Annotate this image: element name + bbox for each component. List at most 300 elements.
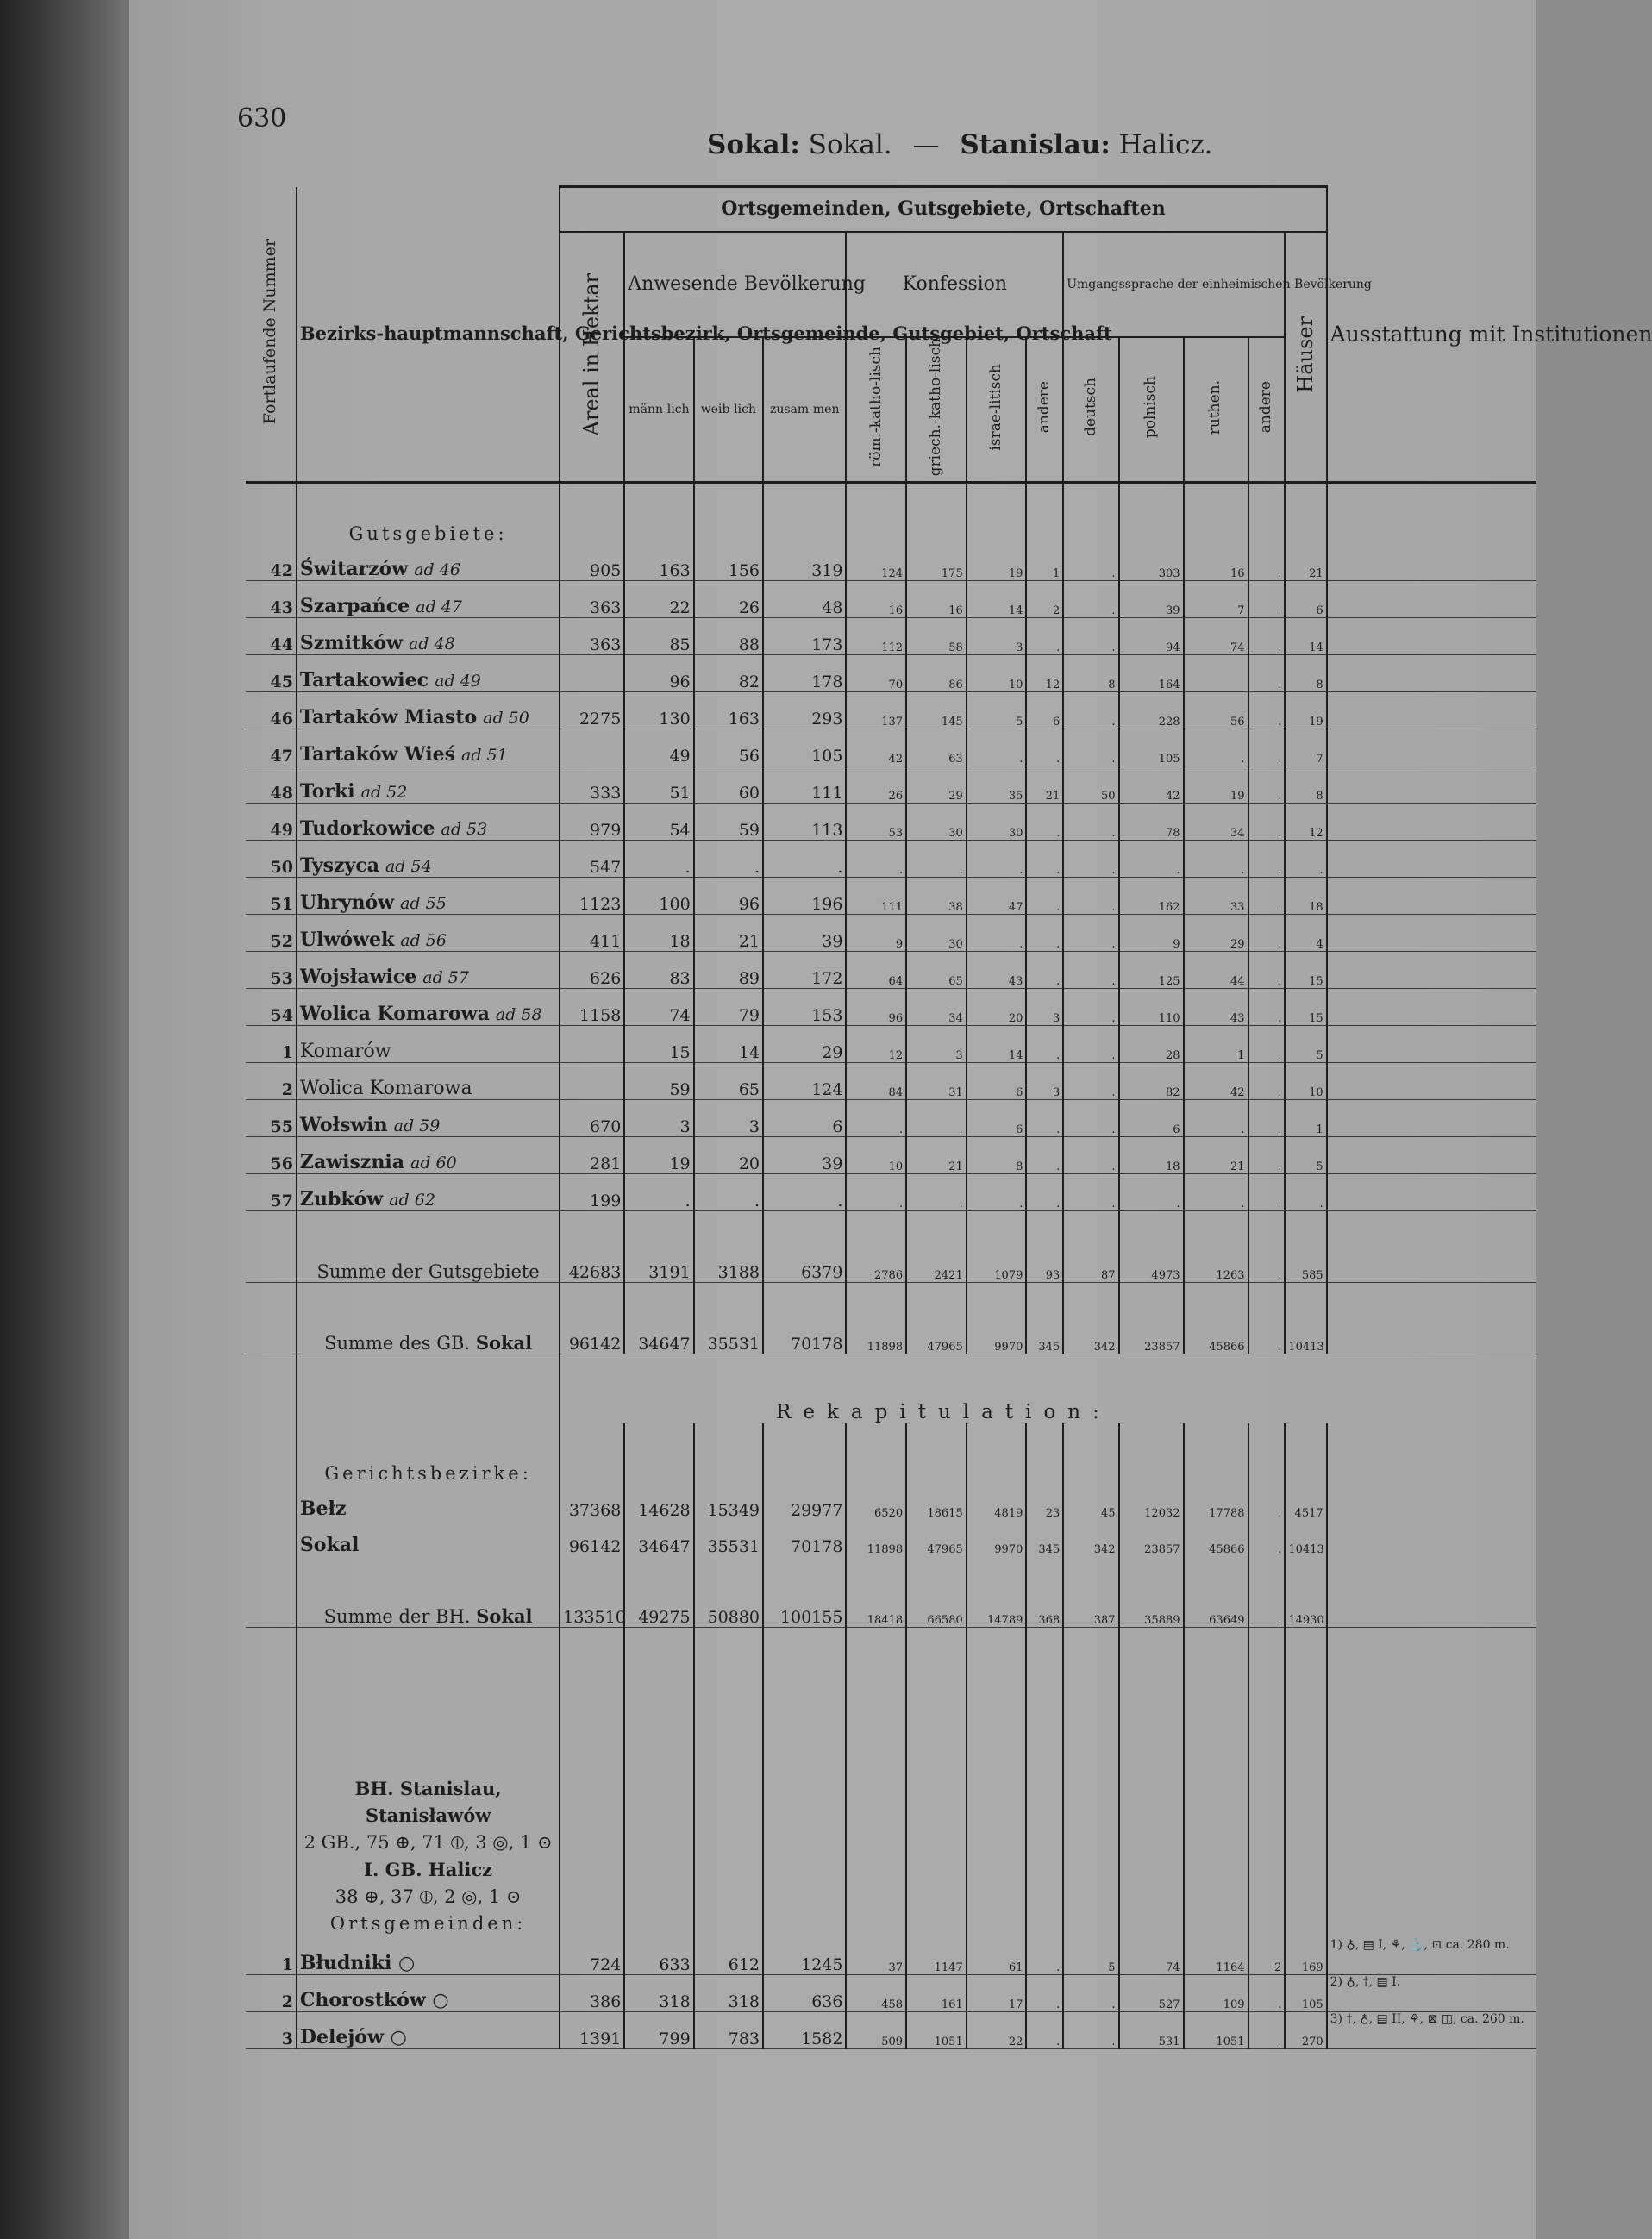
row-name-text: Delejów ○ [299,2025,407,2048]
cell-gk: 47965 [906,1520,967,1556]
cell-pol: 531 [1119,2011,1184,2048]
table-row [246,1173,1536,1210]
cell-pol: 4973 [1119,1246,1184,1283]
cell-z: 1582 [763,2011,846,2048]
row-name [297,617,560,654]
cell-pol: 228 [1119,691,1184,729]
cell-isr: 20 [967,988,1027,1025]
col-header-nr: Fortlaufende Nummer [246,187,297,483]
cell-z: 293 [763,691,846,729]
cell-and1: 3 [1026,988,1063,1025]
table-row [246,1099,1536,1136]
cell-areal [560,1025,624,1062]
row-number: 2 [246,1062,297,1099]
rekap-name [297,1484,560,1520]
cell-pol: 74 [1119,1938,1184,1975]
cell-deu: . [1063,914,1118,951]
cell-w: 60 [694,766,763,803]
cell-gk: 3 [906,1025,967,1062]
col-header-andere-sprache: andere [1248,337,1286,482]
bh-gb: I. GB. Halicz [364,1859,493,1881]
cell-deu: 387 [1063,1591,1118,1628]
row-ad-ref: ad 47 [416,597,462,616]
cell-pol: 94 [1119,617,1184,654]
cell-gk: 63 [906,729,967,766]
col-header-israel: israe-litisch [967,337,1027,482]
row-ad-ref: ad 59 [393,1116,441,1135]
cell-isr: 61 [967,1938,1027,1975]
cell-m: 59 [624,1062,693,1099]
cell-areal [560,729,624,766]
cell-areal: 979 [560,803,624,840]
cell-isr: . [967,729,1027,766]
row-name [297,1136,560,1173]
cell-gk: 16 [906,580,967,617]
cell-z: . [763,840,846,877]
row-ad-ref: ad 51 [461,745,508,765]
cell-areal: 411 [560,914,624,951]
row-ad-ref: ad 53 [441,819,488,839]
row-name [297,1173,560,1210]
cell-pol: 6 [1119,1099,1184,1136]
rekap-title: Rekapitulation: [776,1400,1111,1423]
cell-rk: 137 [846,691,906,729]
cell-z: 153 [763,988,846,1025]
row-number: 50 [246,840,297,877]
cell-isr: 9970 [967,1520,1027,1556]
cell-w: 59 [694,803,763,840]
cell-rut: . [1184,1173,1248,1210]
row-number: 57 [246,1173,297,1210]
cell-z: 172 [763,951,846,988]
row-name-text: Komarów [299,1040,391,1062]
row-ad-ref: ad 62 [389,1190,435,1210]
cell-z: 70178 [763,1317,846,1354]
cell-pol: . [1119,840,1184,877]
cell-areal: 363 [560,617,624,654]
cell-h: 10413 [1285,1520,1326,1556]
cell-and2: . [1248,1246,1286,1283]
row-ad-ref: ad 55 [400,893,447,913]
row-name [297,877,560,914]
cell-deu: 45 [1063,1484,1118,1520]
cell-areal [560,654,624,691]
row-name [297,1025,560,1062]
cell-h: 10 [1285,1062,1326,1099]
row-name-text: Ulwówek [299,928,395,951]
cell-pol: . [1119,1173,1184,1210]
cell-rk: . [846,840,906,877]
cell-h: . [1285,840,1326,877]
cell-gk: 66580 [906,1591,967,1628]
cell-z: 113 [763,803,846,840]
cell-and2: . [1248,691,1286,729]
cell-and2: . [1248,766,1286,803]
cell-rk: 458 [846,1974,906,2011]
cell-isr: 3 [967,617,1027,654]
cell-z: 39 [763,914,846,951]
cell-m: 34647 [624,1317,693,1354]
row-number: 51 [246,877,297,914]
cell-h: 15 [1285,951,1326,988]
cell-areal: 1391 [560,2011,624,2048]
cell-and1: 93 [1026,1246,1063,1283]
cell-rut: . [1184,840,1248,877]
cell-deu: 342 [1063,1317,1118,1354]
summary-label-text: Summe der Gutsgebiete [316,1260,540,1282]
cell-and2: . [1248,1317,1286,1354]
col-header-andere-konf: andere [1026,337,1063,482]
cell-areal: 670 [560,1099,624,1136]
cell-pol: 28 [1119,1025,1184,1062]
cell-pol: 110 [1119,988,1184,1025]
table-row [246,691,1536,729]
cell-rut: . [1184,729,1248,766]
cell-rut: 34 [1184,803,1248,840]
row-ad-ref: ad 48 [408,634,455,654]
row-ad-ref: ad 52 [360,782,408,802]
row-number: 2 [246,1974,297,2011]
cell-rut: 7 [1184,580,1248,617]
cell-deu: . [1063,691,1118,729]
cell-areal: 333 [560,766,624,803]
cell-and2: . [1248,951,1286,988]
cell-h: 21 [1285,544,1326,581]
cell-rut: 44 [1184,951,1248,988]
cell-pol: 527 [1119,1974,1184,2011]
cell-m: 318 [624,1974,693,2011]
cell-and2: 2 [1248,1938,1286,1975]
summary-row [246,1591,1536,1628]
cell-gk: . [906,1173,967,1210]
cell-pol: 18 [1119,1136,1184,1173]
cell-and2: . [1248,840,1286,877]
row-name-text: Tartaków Wieś [299,742,456,766]
cell-areal: 2275 [560,691,624,729]
cell-rut: 1051 [1184,2011,1248,2048]
rekap-name [297,1520,560,1556]
cell-and2: . [1248,2011,1286,2048]
cell-areal: 199 [560,1173,624,1210]
row-name-text: Szmitków [299,631,403,654]
statistics-table [246,185,1652,2049]
cell-m: 51 [624,766,693,803]
cell-isr: . [967,840,1027,877]
row-name-text: Wołswin [299,1113,388,1136]
cell-rut [1184,654,1248,691]
row-number: 46 [246,691,297,729]
cell-pol: 9 [1119,914,1184,951]
cell-m: 19 [624,1136,693,1173]
cell-rk: 11898 [846,1520,906,1556]
row-name [297,914,560,951]
col-header-ausstattung: Ausstattung mit Institutionen [1327,187,1536,483]
cell-and2: . [1248,1025,1286,1062]
rekap-name-text: Bełz [299,1497,347,1520]
cell-deu: . [1063,1974,1118,2011]
row-ad-ref: ad 50 [483,708,529,728]
row-number: 52 [246,914,297,951]
cell-isr: . [967,1173,1027,1210]
cell-and2: . [1248,1974,1286,2011]
col-header-deutsch: deutsch [1063,337,1118,482]
cell-and1: 3 [1026,1062,1063,1099]
cell-rk: 18418 [846,1591,906,1628]
cell-areal: 905 [560,544,624,581]
cell-rut: 29 [1184,914,1248,951]
cell-gk: 38 [906,877,967,914]
row-name-text: Wolica Komarowa [299,1077,472,1099]
gerichtsbezirke-label: Gerichtsbezirke: [297,1423,560,1484]
spacer-row [246,1627,1536,1723]
cell-rk: 64 [846,951,906,988]
cell-w: 89 [694,951,763,988]
cell-and1: . [1026,729,1063,766]
cell-pol: 164 [1119,654,1184,691]
running-head-court-2: Halicz. [1118,129,1213,160]
cell-gk: 21 [906,1136,967,1173]
cell-and2: . [1248,1136,1286,1173]
cell-z: 6379 [763,1246,846,1283]
row-name [297,654,560,691]
cell-pol: 82 [1119,1062,1184,1099]
cell-h: 4517 [1285,1484,1326,1520]
cell-h: 1 [1285,1099,1326,1136]
cell-deu: . [1063,2011,1118,2048]
row-name-text: Tartakowiec [299,668,429,691]
cell-h: 15 [1285,988,1326,1025]
cell-deu: . [1063,544,1118,581]
cell-rk: 53 [846,803,906,840]
summary-label-text: Summe des GB. [324,1332,471,1354]
cell-w: 35531 [694,1317,763,1354]
row-number: 53 [246,951,297,988]
cell-deu: 342 [1063,1520,1118,1556]
summary-label [297,1317,560,1354]
spacer-row [246,1282,1536,1317]
cell-w: . [694,1173,763,1210]
cell-and2: . [1248,580,1286,617]
table-row [246,914,1536,951]
cell-z: 124 [763,1062,846,1099]
cell-m: 3191 [624,1246,693,1283]
cell-isr: 6 [967,1062,1027,1099]
row-number: 43 [246,580,297,617]
cell-rk: 112 [846,617,906,654]
table-row [246,2011,1536,2048]
row-ad-ref: ad 58 [495,1004,542,1024]
cell-pol: 162 [1119,877,1184,914]
cell-z: 636 [763,1974,846,2011]
row-name-text: Wojsławice [299,965,417,988]
cell-areal: 96142 [560,1520,624,1556]
row-name [297,1062,560,1099]
cell-h: 12 [1285,803,1326,840]
running-head-court: Sokal. [808,129,892,160]
cell-rut: 1164 [1184,1938,1248,1975]
cell-and2: . [1248,544,1286,581]
cell-and2: . [1248,803,1286,840]
row-name-text: Tyszyca [299,854,379,877]
row-number: 42 [246,544,297,581]
cell-and2: . [1248,1173,1286,1210]
cell-w: 3 [694,1099,763,1136]
row-name-text: Wolica Komarowa [299,1002,490,1025]
cell-m: . [624,1173,693,1210]
cell-and1: 2 [1026,580,1063,617]
row-name [297,988,560,1025]
table-row [246,803,1536,840]
row-number: 48 [246,766,297,803]
row-ad-ref: ad 56 [400,930,447,950]
cell-isr: 35 [967,766,1027,803]
cell-areal: 1123 [560,877,624,914]
cell-isr: 8 [967,1136,1027,1173]
row-ad-ref: ad 57 [422,967,469,987]
cell-rut: 1 [1184,1025,1248,1062]
cell-m: . [624,840,693,877]
cell-h: 4 [1285,914,1326,951]
cell-pol: 105 [1119,729,1184,766]
row-name-text: Świtarzów [299,557,409,580]
cell-gk: 29 [906,766,967,803]
table-row [246,729,1536,766]
cell-areal: 96142 [560,1317,624,1354]
cell-isr: 10 [967,654,1027,691]
row-name-text: Błudniki ○ [299,1951,416,1974]
cell-rut: . [1184,1099,1248,1136]
cell-rut: 21 [1184,1136,1248,1173]
col-header-zusammen: zusam-men [763,337,846,482]
cell-w: 318 [694,1974,763,2011]
cell-w: 163 [694,691,763,729]
cell-z: 29 [763,1025,846,1062]
cell-areal: 547 [560,840,624,877]
bh-line1: 2 GB., 75 ⊕, 71 ⦶, 3 ◎, 1 ⊙ [303,1831,553,1853]
cell-m: 34647 [624,1520,693,1556]
cell-gk: 161 [906,1974,967,2011]
row-ad-ref: ad 49 [435,671,481,691]
cell-deu: . [1063,1136,1118,1173]
running-head [707,129,1213,160]
cell-and1: 1 [1026,544,1063,581]
table-row [246,1025,1536,1062]
cell-h: 5 [1285,1025,1326,1062]
cell-m: 49 [624,729,693,766]
cell-and1: . [1026,1099,1063,1136]
cell-isr: 14 [967,1025,1027,1062]
table-row [246,654,1536,691]
bh-block [297,1723,560,1938]
page-number: 630 [237,103,287,134]
cell-m: 85 [624,617,693,654]
cell-m: 96 [624,654,693,691]
col-header-weiblich: weib-lich [694,337,763,482]
cell-rk: 70 [846,654,906,691]
cell-m: 15 [624,1025,693,1062]
cell-and1: . [1026,951,1063,988]
cell-h: 14 [1285,617,1326,654]
cell-rut: 45866 [1184,1520,1248,1556]
cell-gk: 30 [906,803,967,840]
cell-m: 49275 [624,1591,693,1628]
cell-gk: . [906,1099,967,1136]
cell-z: 111 [763,766,846,803]
section-label-gutsgebiete: Gutsgebiete: [297,482,560,544]
cell-and1: . [1026,803,1063,840]
cell-w: 14 [694,1025,763,1062]
cell-gk: 65 [906,951,967,988]
cell-and1: 6 [1026,691,1063,729]
summary-label-bold: Sokal [476,1604,533,1627]
row-name [297,691,560,729]
row-number: 56 [246,1136,297,1173]
cell-deu: 5 [1063,1938,1118,1975]
running-head-district-2: Stanislau: [960,129,1111,160]
cell-areal: 281 [560,1136,624,1173]
row-name [297,803,560,840]
cell-rk: 42 [846,729,906,766]
cell-deu: . [1063,988,1118,1025]
cell-areal: 133510 [560,1591,624,1628]
cell-rk: 124 [846,544,906,581]
cell-rk: 509 [846,2011,906,2048]
cell-pol: 12032 [1119,1484,1184,1520]
cell-isr: 4819 [967,1484,1027,1520]
table-row [246,840,1536,877]
bh-title: BH. Stanislau, Stanisławów [354,1777,502,1827]
cell-w: 21 [694,914,763,951]
col-header-maennlich: männ-lich [624,337,693,482]
row-number: 45 [246,654,297,691]
table-row [246,766,1536,803]
cell-and1: 21 [1026,766,1063,803]
running-head-district: Sokal: [707,129,800,160]
cell-z: . [763,1173,846,1210]
rekap-title-row [246,1354,1536,1423]
row-number: 1 [246,1025,297,1062]
cell-z: 105 [763,729,846,766]
row-name [297,840,560,877]
cell-m: 14628 [624,1484,693,1520]
cell-isr: 6 [967,1099,1027,1136]
cell-rut: 56 [1184,691,1248,729]
cell-w: 612 [694,1938,763,1975]
cell-z: 29977 [763,1484,846,1520]
cell-gk: 1147 [906,1938,967,1975]
cell-h: 19 [1285,691,1326,729]
cell-h: 8 [1285,766,1326,803]
cell-areal: 724 [560,1938,624,1975]
cell-and1: . [1026,877,1063,914]
cell-areal [560,1062,624,1099]
row-ad-ref: ad 60 [410,1153,457,1173]
cell-pol: 39 [1119,580,1184,617]
cell-pol: 303 [1119,544,1184,581]
row-name [297,580,560,617]
cell-z: 1245 [763,1938,846,1975]
cell-isr: 5 [967,691,1027,729]
cell-isr: 9970 [967,1317,1027,1354]
cell-w: . [694,840,763,877]
summary-row [246,1246,1536,1283]
cell-and1: 345 [1026,1520,1063,1556]
summary-row [246,1317,1536,1354]
col-header-anwesende: Anwesende Bevölkerung [624,232,846,337]
cell-rk: 26 [846,766,906,803]
spacer-row [246,1556,1536,1591]
cell-rut: 33 [1184,877,1248,914]
